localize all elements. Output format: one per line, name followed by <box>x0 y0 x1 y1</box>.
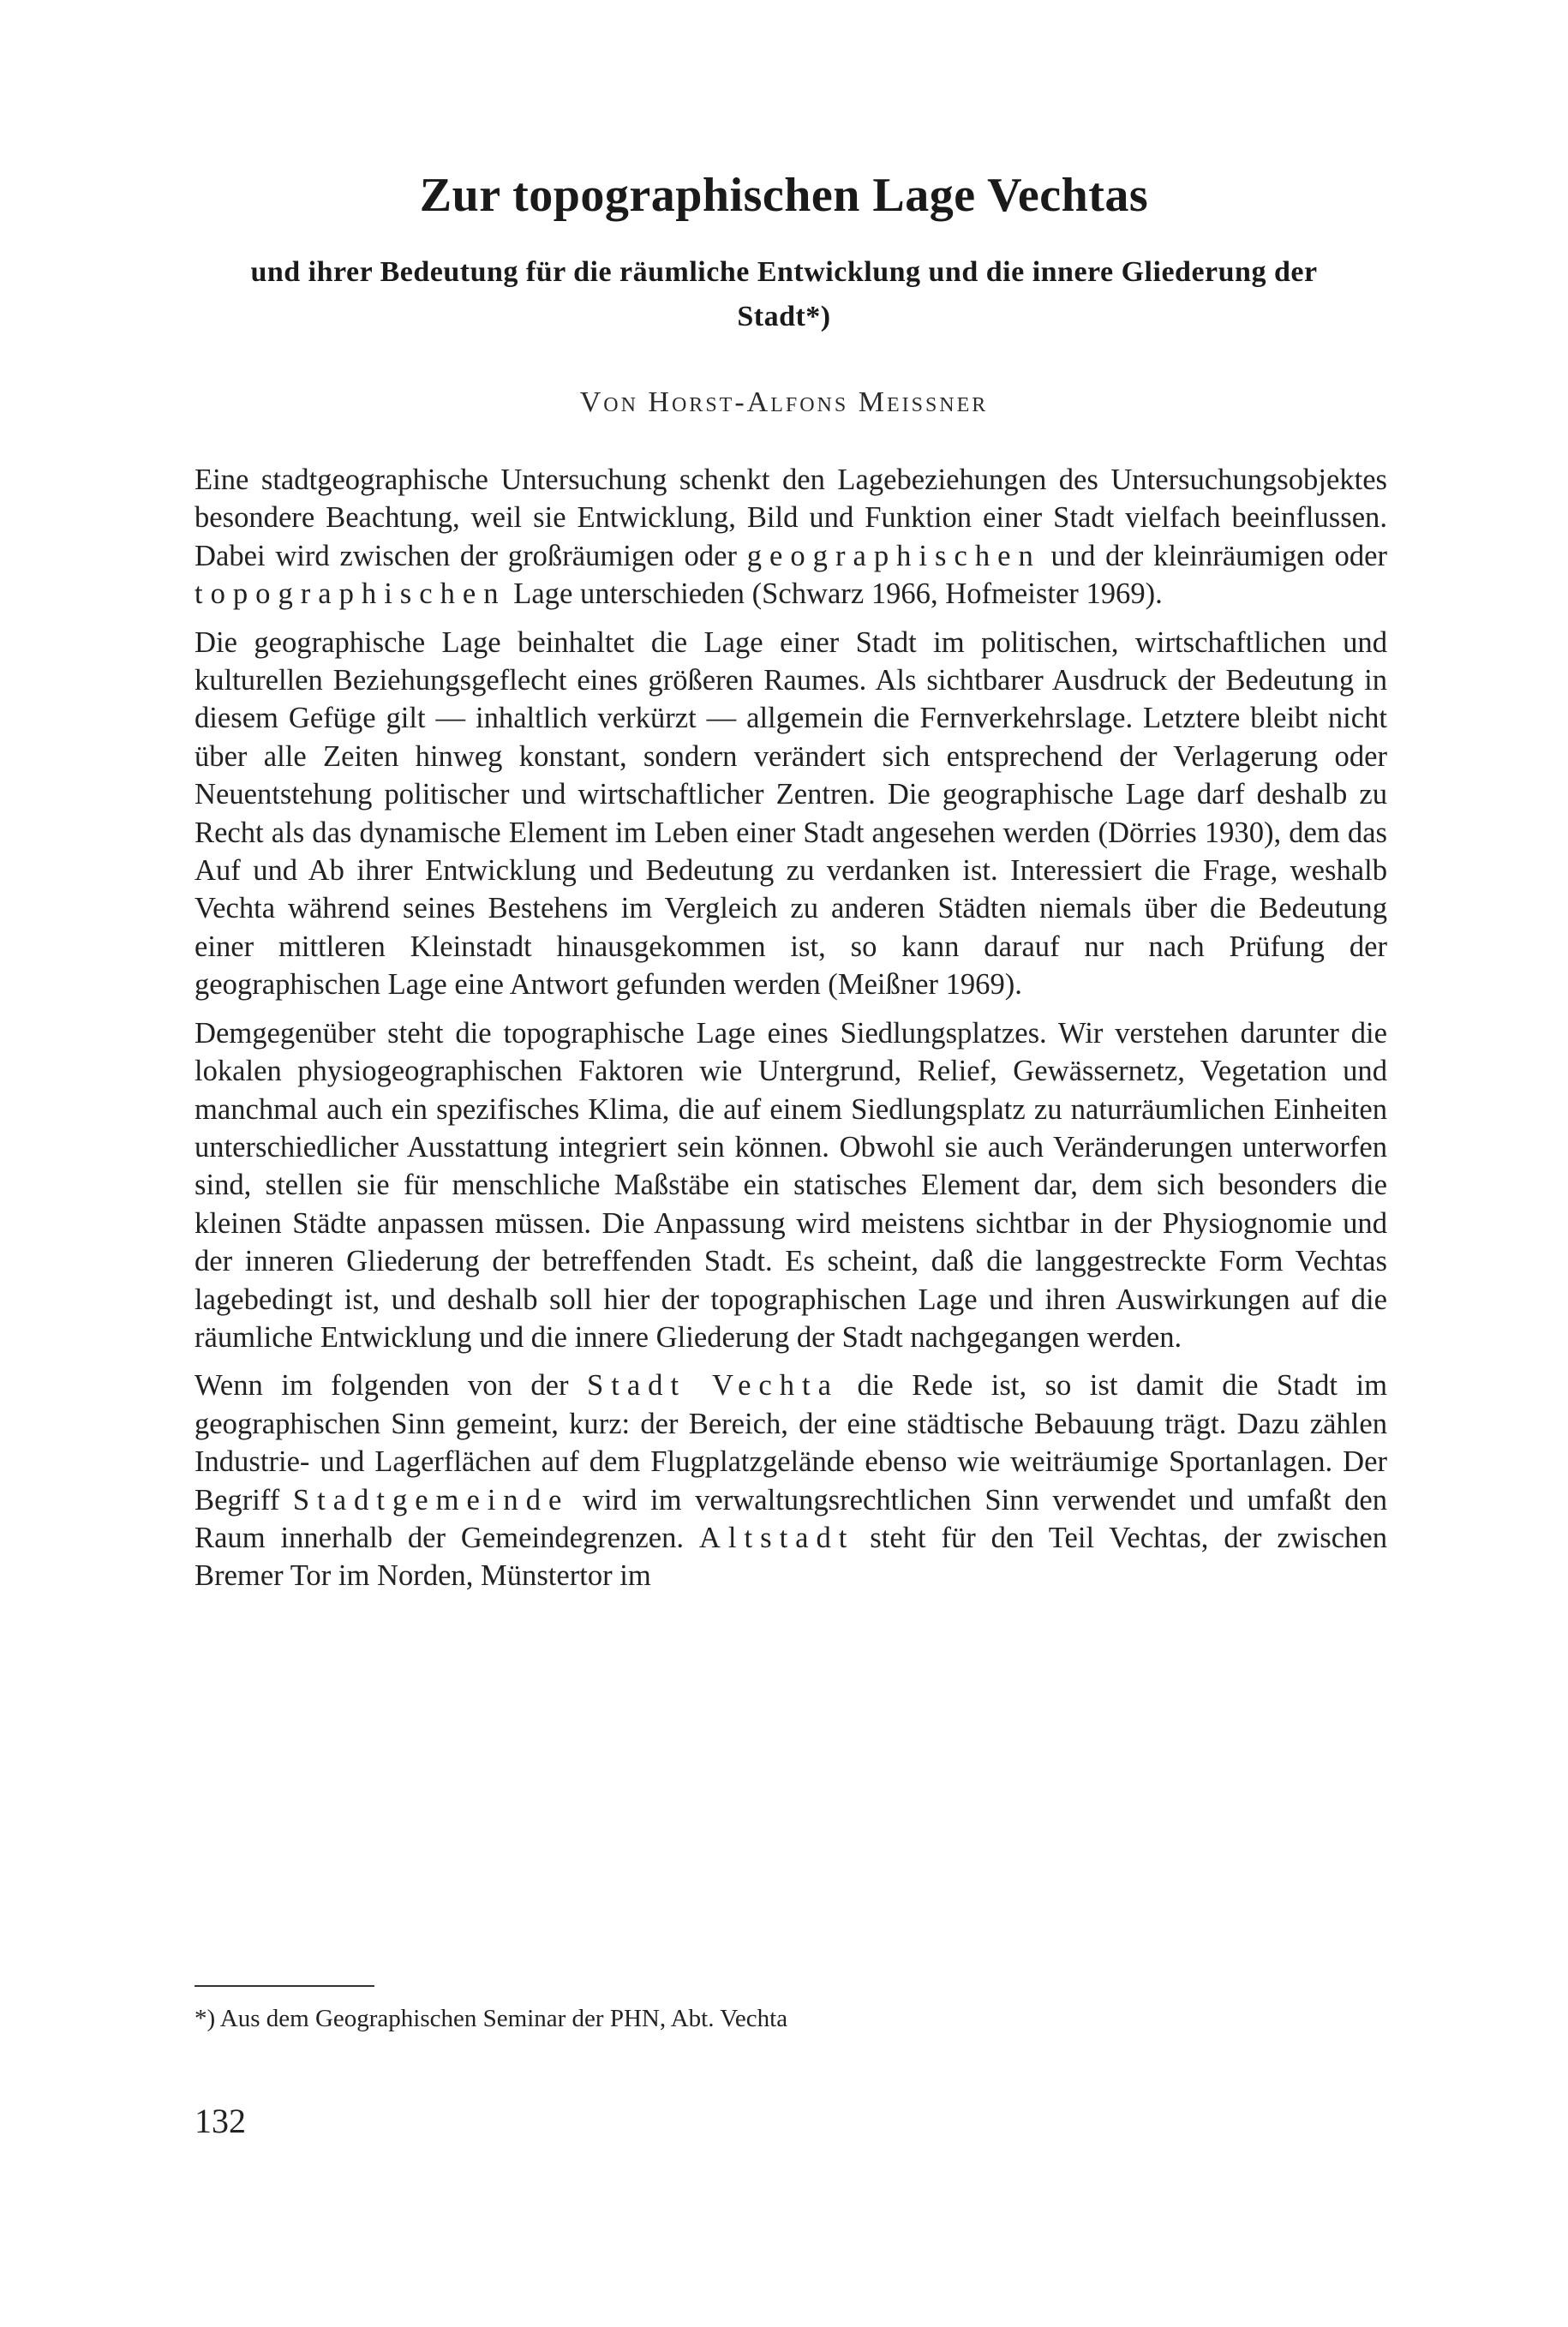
paragraph-1 <box>195 461 1387 613</box>
article-body <box>195 461 1387 1606</box>
paragraph-text: wird im verwaltungsrechtlichen Sinn verwendet und umfaßt den Raum innerhalb der Gemeindegrenzen. <box>195 1483 1388 1554</box>
paragraph-3: Demgegenüber steht die topographische Lage eines Siedlungsplatzes. Wir verstehen darunter die lokalen physiogeographischen Faktoren wie Untergrund, Relief, Gewässernetz, Vegetation und manchmal auch ein spezifisches Klima, die auf einem Siedlungsplatz zu naturräumlichen Einheiten unterschiedlicher Ausstattung integriert sein können. Obwohl sie auch Veränderungen unterworfen sind, stellen sie für menschliche Maßstäbe ein statisches Element dar, dem sich besonders die kleinen Städte anpassen müssen. Die Anpassung wird meistens sichtbar in der Physiognomie und der inneren Gliederung der betreffenden Stadt. Es scheint, daß die langgestreckte Form Vechtas lagebedingt ist, und deshalb soll hier der topographischen Lage und ihren Auswirkungen auf die räumliche Entwicklung und die innere Gliederung der Stadt nachgegangen werden. <box>195 1016 1387 1354</box>
paragraph-text: Lage unterschieden (Schwarz 1966, Hofmeister 1969). <box>506 577 1163 611</box>
article-subtitle: und ihrer Bedeutung für die räumliche Entwicklung und die innere Gliederung der Stadt*) <box>250 256 1318 332</box>
author-byline: Von Horst-Alfons Meissner <box>579 386 989 418</box>
footnote-divider <box>195 1985 374 1987</box>
footnote: *) Aus dem Geographischen Seminar der PHN, Abt. Vechta <box>195 2005 788 2032</box>
paragraph-text: Eine stadtgeographische Untersuchung schenkt den Lagebeziehungen des Untersuchungsobjektes besondere Beachtung, weil sie Entwicklung, Bild und Funktion einer Stadt vielfach beeinflussen. Dabei wird zwischen der großräumigen oder <box>195 464 1387 572</box>
emphasized-term: Stadt Vechta <box>587 1369 840 1403</box>
paragraph-text: die Rede ist, so ist damit die Stadt im geographischen Sinn gemeint, kurz: der Bereich, der eine städtische Bebauung trägt. Dazu zählen Industrie- und Lagerflächen auf dem Flugplatzgelände ebenso wie weiträumige Sportanlagen. Der Begriff <box>195 1369 1387 1516</box>
paragraph-4 <box>195 1367 1387 1594</box>
emphasized-term: Stadtgemeinde <box>292 1483 570 1516</box>
article-title: Zur topographischen Lage Vechtas <box>419 169 1149 222</box>
paragraph-text: steht für den Teil Vechtas, der zwischen Bremer Tor im Norden, Münstertor im <box>195 1521 1387 1593</box>
emphasized-term: Altstadt <box>698 1521 855 1554</box>
paragraph-2: Die geographische Lage beinhaltet die Lage einer Stadt im politischen, wirtschaftlichen und kulturellen Beziehungsgeflecht eines größeren Raumes. Als sichtbarer Ausdruck der Bedeutung in diesem Gefüge gilt — inhaltlich verkürzt — allgemein die Fernverkehrslage. Letztere bleibt nicht über alle Zeiten hinweg konstant, sondern verändert sich entsprechend der Verlagerung oder Neuentstehung politischer und wirtschaftlicher Zentren. Die geographische Lage darf deshalb zu Recht als das dynamische Element im Leben einer Stadt angesehen werden (Dörries 1930), dem das Auf und Ab ihrer Entwicklung und Bedeutung zu verdanken ist. Interessiert die Frage, weshalb Vechta während seines Bestehens im Vergleich zu anderen Städten niemals über die Bedeutung einer mittleren Kleinstadt hinausgekommen ist, so kann darauf nur nach Prüfung der geographischen Lage eine Antwort gefunden werden (Meißner 1969). <box>195 625 1387 1002</box>
emphasized-term: topographischen <box>195 577 506 611</box>
paragraph-text: und der kleinräumigen oder <box>1040 539 1387 572</box>
paragraph-text: Wenn im folgenden von der <box>195 1369 587 1403</box>
page-number: 132 <box>195 2102 246 2140</box>
emphasized-term: geographischen <box>746 539 1041 572</box>
